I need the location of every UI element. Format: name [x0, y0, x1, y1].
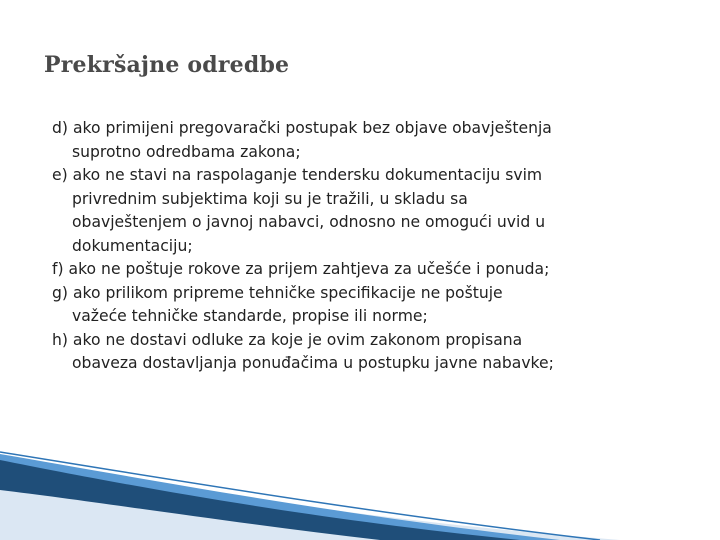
item-g-line-2: važeće tehničke standarde, propise ili norme; — [72, 307, 428, 325]
item-e-line-3: obavještenjem o javnoj nabavci, odnosno ne omogući uvid u — [72, 213, 546, 231]
item-h-line-1: h) ako ne dostavi odluke za koje je ovim zakonom propisana — [52, 330, 523, 349]
item-d-line-1: d) ako primijeni pregovarački postupak bez objave obavještenja — [52, 119, 552, 137]
list-item-e — [52, 164, 672, 258]
page-title: Prekršajne odredbe — [44, 52, 290, 78]
item-h-line-2: obaveza dostavljanja ponuđačima u postupku javne nabavke; — [72, 354, 554, 372]
list-item-f — [52, 258, 672, 282]
list-item-g — [52, 282, 672, 329]
item-e-line-1: e) ako ne stavi na raspolaganje tendersku dokumentaciju svim — [52, 166, 543, 184]
item-e-line-2: privrednim subjektima koji su je tražili, u skladu sa — [72, 189, 468, 208]
item-g-line-1: g) ako prilikom pripreme tehničke specifikacije ne poštuje — [52, 283, 503, 302]
slide-body — [52, 117, 672, 376]
list-item-d — [52, 117, 672, 164]
item-d-line-2: suprotno odredbama zakona; — [72, 142, 301, 161]
list-item-h — [52, 329, 672, 376]
item-f-line-1: f) ako ne poštuje rokove za prijem zahtjeva za učešće i ponuda; — [52, 260, 550, 278]
decorative-swoosh — [0, 440, 720, 540]
item-e-line-4: dokumentaciju; — [72, 236, 193, 255]
